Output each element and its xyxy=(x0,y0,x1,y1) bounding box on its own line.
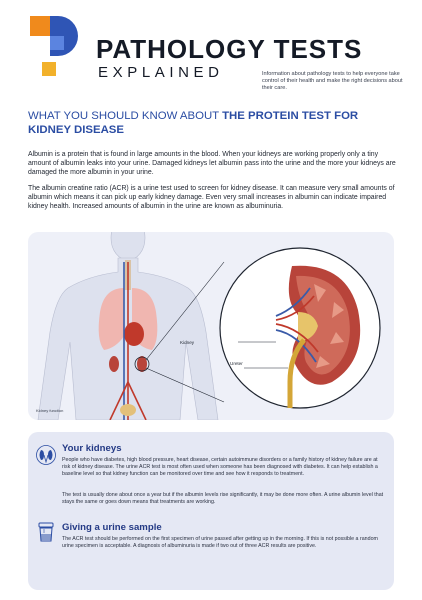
page-heading xyxy=(28,109,388,137)
section-your-kidneys-text-1: People who have diabetes, high blood pressure, heart disease, certain autoimmune disorders or a family history of kidney failure are at risk of kidney disease. The urine ACR test is most often used when someone has been diagnosed with diabetes. It can help establish a baseline level so that kidney function can be monitored over time and see how it responds to treatment. xyxy=(62,457,378,478)
small-kidney-left xyxy=(109,356,119,372)
section-your-kidneys-text-2: The test is usually done about once a year but if the albumin levels rise significantly, it may be done more often. A urine albumin level that stays the same or goes down means that treatments are working. xyxy=(62,492,384,506)
anatomy-figure xyxy=(28,232,394,420)
brand-tagline: Information about pathology tests to help everyone take control of their health and make the right decisions about their care. xyxy=(262,71,403,91)
heart xyxy=(124,322,144,346)
urine-sample-cup-icon xyxy=(36,521,56,543)
label-ureter: Ureter xyxy=(230,361,243,366)
brand-title: PATHOLOGY TESTS xyxy=(96,34,363,64)
illustration-caption: Kidney function xyxy=(36,408,64,413)
intro-paragraph-2: The albumin creatine ratio (ACR) is a urine test used to screen for kidney disease. It can measure very small amounts of albumin which means it can pick up early kidney damage. Even very small increases in albumin can indicate impaired kidney health. Increased amounts of albumin in the urine are known as albuminuria. xyxy=(28,185,395,211)
section-title-your-kidneys: Your kidneys xyxy=(62,443,122,454)
section-urine-sample-text: The ACR test should be performed on the first specimen of urine passed after getting up in the morning. If this is not possible a random urine specimen is acceptable. A diagnosis of albuminuria is made if two out of three ACR results are positive. xyxy=(62,536,378,550)
heading-emphasis: THE PROTEIN TEST FOR KIDNEY DISEASE xyxy=(28,110,359,136)
heading-lead: WHAT YOU SHOULD KNOW ABOUT xyxy=(28,110,223,122)
brand-subtitle: EXPLAINED xyxy=(98,64,224,81)
kidney-illustration xyxy=(28,232,394,420)
pathology-tests-logo xyxy=(28,14,80,78)
bladder xyxy=(120,404,136,416)
kidneys-icon xyxy=(36,444,56,466)
intro-paragraph-1: Albumin is a protein that is found in large amounts in the blood. When your kidneys are working properly only a tiny amount of albumin leaks into your urine. Damaged kidneys let albumin pass into the urine and the more your kidneys are damaged the more albumin in your urine. xyxy=(28,151,396,177)
section-title-urine-sample: Giving a urine sample xyxy=(62,522,162,533)
info-panel xyxy=(28,432,394,590)
label-kidney: Kidney xyxy=(180,340,195,345)
